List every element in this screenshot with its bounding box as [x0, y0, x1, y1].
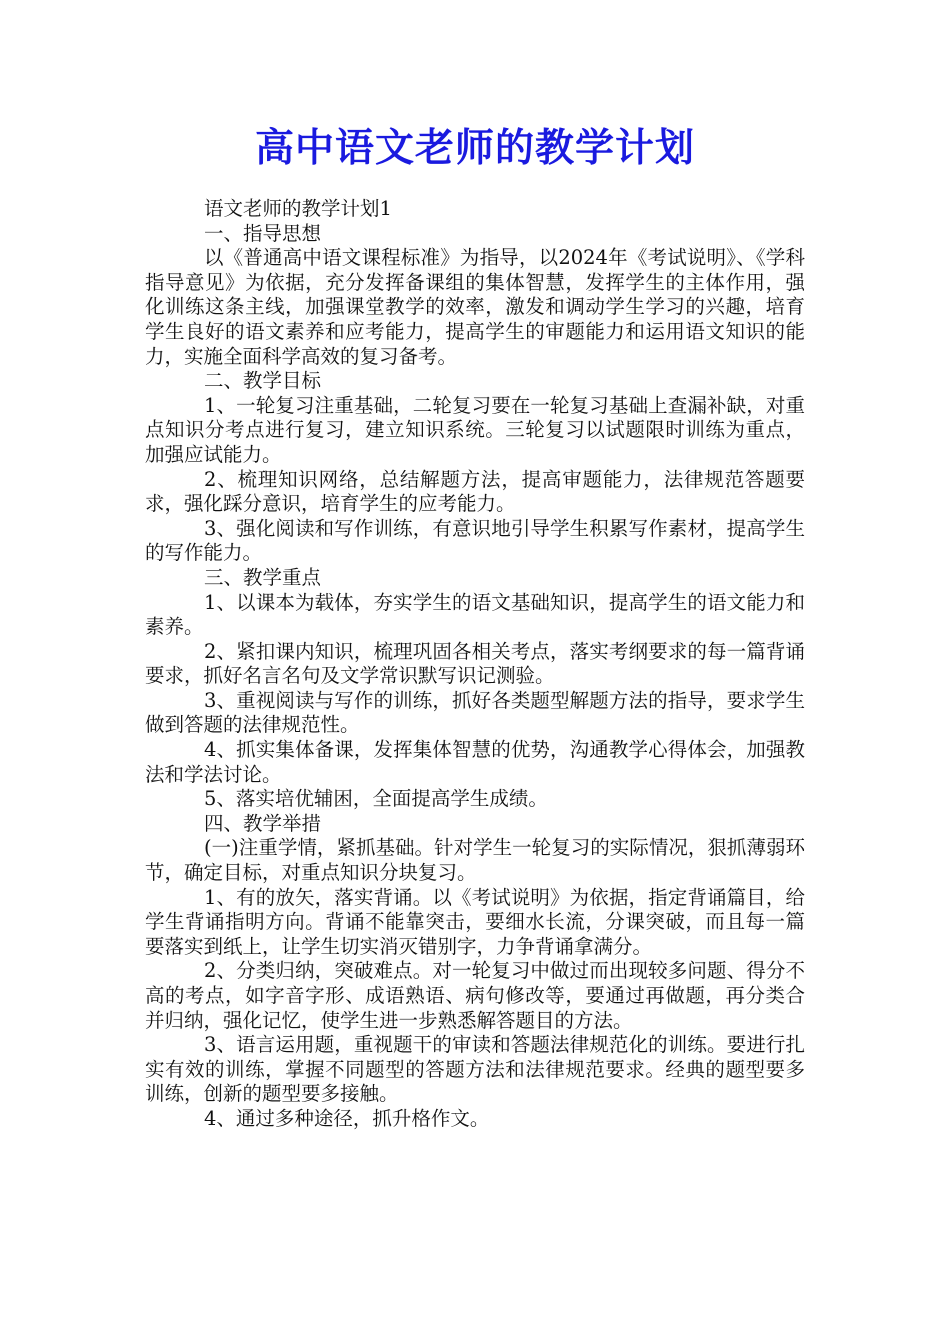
document-title: 高中语文老师的教学计划	[254, 125, 695, 171]
body-paragraph: 以《普通高中语文课程标准》为指导，以2024年《考试说明》、《学科指导意见》为依据，充分发挥备课组的集体智慧，发挥学生的主体作用，强化训练这条主线，加强课堂教学的效率，激发和调动学生学习的兴趣，培育学生良好的语文素养和应考能力，提高学生的审题能力和运用语文知识的能力，实施全面科学高效的复习备考。	[145, 246, 805, 368]
body-paragraph: 3、强化阅读和写作训练，有意识地引导学生积累写作素材，提高学生的写作能力。	[145, 516, 805, 565]
body-paragraph: 4、通过多种途径，抓升格作文。	[204, 1106, 490, 1130]
body-paragraph: 3、语言运用题，重视题干的审读和答题法律规范化的训练。要进行扎实有效的训练，掌握不同题型的答题方法和法律规范要求。经典的题型要多训练，创新的题型要多接触。	[145, 1033, 805, 1106]
document-body	[145, 197, 805, 1132]
section-heading: 二、教学目标	[204, 369, 322, 393]
subtitle-paragraph: 语文老师的教学计划1	[204, 197, 392, 220]
section-heading: 四、教学举措	[204, 811, 322, 835]
section-heading: 一、指导思想	[204, 221, 322, 245]
body-paragraph: 5、落实培优辅困，全面提高学生成绩。	[204, 787, 548, 811]
body-paragraph: 2、梳理知识网络，总结解题方法，提高审题能力，法律规范答题要求，强化踩分意识，培育学生的应考能力。	[145, 467, 805, 516]
body-paragraph: 1、以课本为载体，夯实学生的语文基础知识，提高学生的语文能力和素养。	[145, 590, 805, 639]
section-heading: 三、教学重点	[204, 565, 322, 589]
body-paragraph: 1、有的放矢，落实背诵。以《考试说明》为依据，指定背诵篇目，给学生背诵指明方向。背诵不能靠突击，要细水长流，分课突破，而且每一篇要落实到纸上，让学生切实消灭错别字，力争背诵拿满分。	[145, 885, 805, 958]
body-paragraph: 3、重视阅读与写作的训练，抓好各类题型解题方法的指导，要求学生做到答题的法律规范性。	[145, 688, 805, 737]
body-paragraph: 2、分类归纳，突破难点。对一轮复习中做过而出现较多问题、得分不高的考点，如字音字形、成语熟语、病句修改等，要通过再做题，再分类合并归纳，强化记忆，使学生进一步熟悉解答题目的方法。	[145, 959, 805, 1032]
body-paragraph: (一)注重学情，紧抓基础。针对学生一轮复习的实际情况，狠抓薄弱环节，确定目标，对重点知识分块复习。	[145, 836, 805, 885]
body-paragraph: 2、紧扣课内知识，梳理巩固各相关考点，落实考纲要求的每一篇背诵要求，抓好名言名句及文学常识默写识记测验。	[145, 639, 805, 688]
body-paragraph: 4、抓实集体备课，发挥集体智慧的优势，沟通教学心得体会，加强教法和学法讨论。	[145, 738, 805, 786]
body-paragraph: 1、一轮复习注重基础，二轮复习要在一轮复习基础上查漏补缺，对重点知识分考点进行复习，建立知识系统。三轮复习以试题限时训练为重点，加强应试能力。	[145, 393, 805, 466]
